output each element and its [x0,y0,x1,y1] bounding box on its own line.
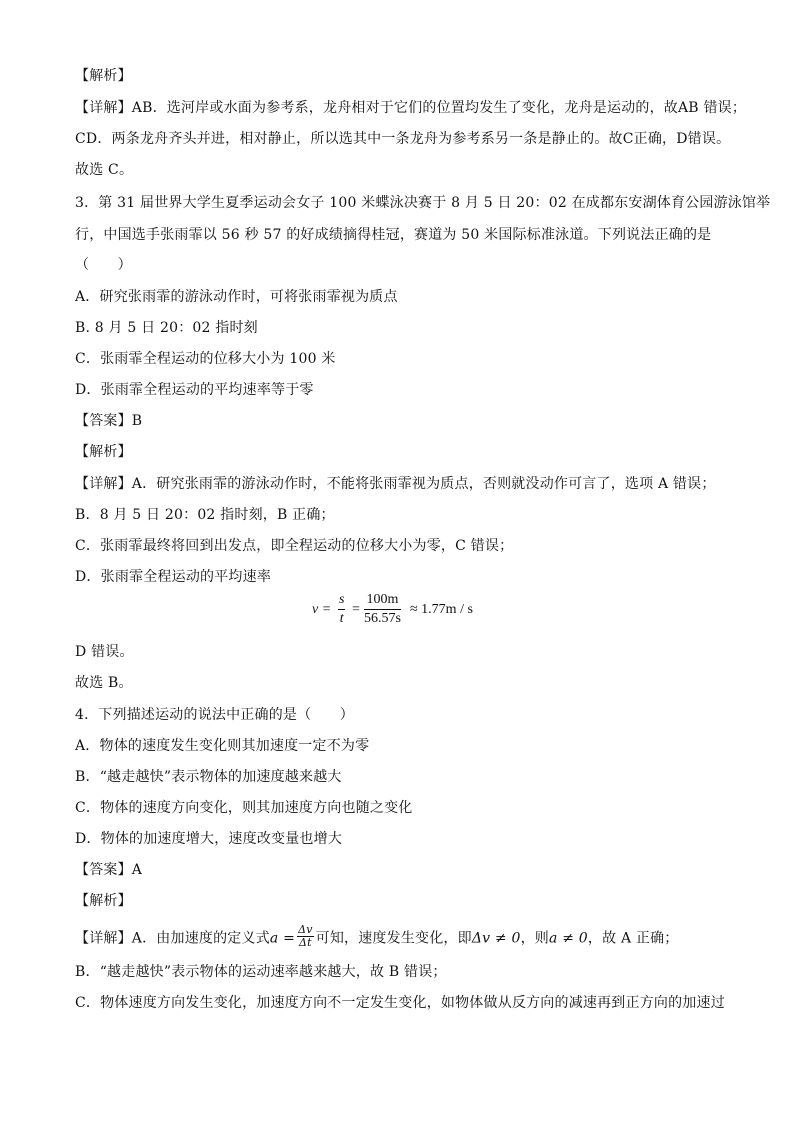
fraction-denominator: Δt [298,936,312,949]
section-analysis-heading: 【解析】 [75,68,132,84]
text-line: B．“越走越快”表示物体的运动速率越来越大，故 B 错误； [75,964,447,980]
fraction-distance-over-time [364,592,401,628]
option-a: A．研究张雨霏的游泳动作时，可将张雨霏视为质点 [75,289,398,305]
option-a: A．物体的速度发生变化则其加速度一定不为零 [75,738,370,754]
question-3-stem: 行，中国选手张雨霏以 56 秒 57 的好成绩摘得桂冠，赛道为 50 米国际标准泳道。下列说法正确的是 [75,227,712,243]
text-line: C．物体速度方向发生变化，加速度方向不一定发生变化，如物体做从反方向的减速再到正方向的加速过 [75,995,725,1011]
text-line: 故选 C。 [75,162,134,178]
fraction-numerator: s [338,592,345,610]
text-line: C．张雨霏最终将回到出发点，即全程运动的位移大小为零，C 错误； [75,538,514,554]
equals-sign: = [352,602,360,617]
question-4-stem: 4．下列描述运动的说法中正确的是（ ） [75,707,354,723]
text-segment: 【详解】A．由加速度的定义式 [75,930,270,947]
text-line: D．张雨霏全程运动的平均速率 [75,569,272,585]
text-segment: 可知，速度发生变化，即 [315,930,472,947]
option-d: D．张雨霏全程运动的平均速率等于零 [75,382,314,398]
text-line-with-formula [75,923,679,951]
text-line: B．8 月 5 日 20：02 指时刻，B 正确； [75,507,335,523]
option-c: C．物体的速度方向变化，则其加速度方向也随之变化 [75,800,413,816]
text-segment: ，故 A 正确； [587,930,679,947]
inline-condition: Δv ≠ 0 [471,930,521,947]
inline-condition: a ≠ 0 [549,930,588,947]
option-b: B．“越走越快”表示物体的加速度越来越大 [75,769,342,785]
text-line: 【详解】AB．选河岸或水面为参考系，龙舟相对于它们的位置均发生了变化，龙舟是运动的，故AB 错误； [75,100,747,116]
question-3-stem: 3．第 31 届世界大学生夏季运动会女子 100 米蝶泳决赛于 8 月 5 日 20：02 在成都东安湖体育公园游泳馆举 [75,195,771,211]
text-line: 故选 B。 [75,675,133,691]
fraction-s-over-t [338,592,345,628]
section-analysis-heading: 【解析】 [75,444,132,460]
text-segment: ，则 [520,930,549,947]
answer-blank: （ ） [75,257,132,273]
option-c: C．张雨霏全程运动的位移大小为 100 米 [75,351,336,367]
fraction-numerator: Δv [298,923,313,936]
text-line: D 错误。 [75,644,134,660]
answer-label: 【答案】A [75,862,143,878]
option-b: B. 8 月 5 日 20：02 指时刻 [75,320,258,336]
fraction-denominator: t [339,611,344,626]
option-d: D．物体的加速度增大，速度改变量也增大 [75,831,343,847]
text-line: 【详解】A．研究张雨霏的游泳动作时，不能将张雨霏视为质点，否则就没动作可言了，选项 A 错误； [75,476,716,492]
fraction-dv-over-dt [297,924,314,949]
formula-result: ≈ 1.77m / s [410,602,473,617]
acceleration-definition-lhs: a = [269,930,296,947]
fraction-numerator: 100m [364,592,401,610]
section-analysis-heading: 【解析】 [75,893,132,909]
formula-lhs: v = [312,602,332,617]
fraction-denominator: 56.57s [364,611,401,626]
text-line: CD．两条龙舟齐头并进，相对静止，所以选其中一条龙舟为参考系另一条是静止的。故C正确，D错误。 [75,131,731,147]
answer-label: 【答案】B [75,413,143,429]
